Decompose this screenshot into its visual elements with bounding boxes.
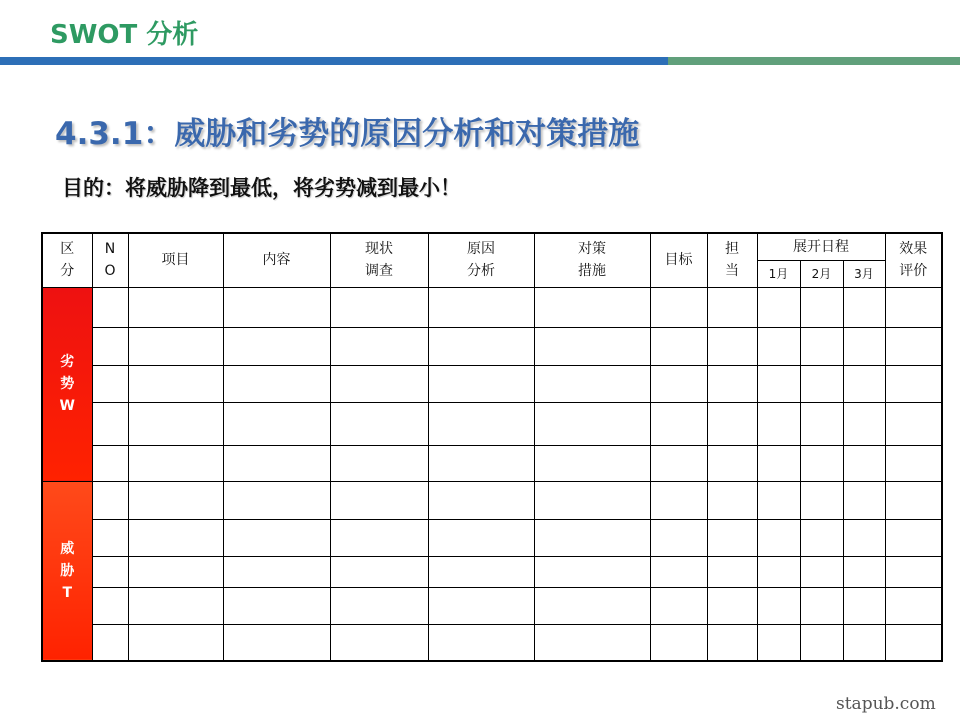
header-cause-line: 分析 [467, 263, 495, 280]
table-cell[interactable] [330, 402, 428, 445]
table-cell[interactable] [534, 402, 650, 445]
table-cell[interactable] [650, 365, 707, 402]
table-cell[interactable] [757, 287, 800, 327]
table-cell[interactable] [800, 556, 843, 587]
header-status [330, 233, 428, 287]
table-cell[interactable] [128, 556, 223, 587]
header-measure-line: 措施 [578, 263, 606, 280]
table-cell[interactable] [128, 519, 223, 556]
table-row [42, 624, 942, 661]
table-cell[interactable] [707, 556, 757, 587]
category-threat-line: T [62, 584, 73, 601]
table-cell[interactable] [757, 445, 800, 481]
table-cell[interactable] [92, 287, 128, 327]
table-cell[interactable] [885, 481, 942, 519]
table-cell[interactable] [885, 445, 942, 481]
table-cell[interactable] [650, 445, 707, 481]
header-title: SWOT 分析 [50, 20, 199, 50]
table-cell[interactable] [92, 402, 128, 445]
table-cell[interactable] [707, 519, 757, 556]
table-cell[interactable] [330, 624, 428, 661]
table-cell[interactable] [223, 587, 330, 624]
table-cell[interactable] [843, 481, 885, 519]
header-item: 项目 [128, 233, 223, 287]
table-cell[interactable] [885, 556, 942, 587]
header-owner-line: 担 [725, 241, 739, 258]
table-cell[interactable] [428, 287, 534, 327]
table-cell[interactable] [92, 587, 128, 624]
table-cell[interactable] [885, 519, 942, 556]
table-cell[interactable] [428, 519, 534, 556]
table-cell[interactable] [330, 587, 428, 624]
table-cell[interactable] [92, 556, 128, 587]
header-owner [707, 233, 757, 287]
section-title: 4.3.1：威胁和劣势的原因分析和对策措施 [55, 116, 640, 152]
header-no-line: O [104, 263, 116, 280]
table-cell[interactable] [128, 327, 223, 365]
table-cell[interactable] [92, 327, 128, 365]
table-cell[interactable] [534, 624, 650, 661]
table-cell[interactable] [428, 624, 534, 661]
table-cell[interactable] [534, 365, 650, 402]
table-cell[interactable] [650, 481, 707, 519]
table-cell[interactable] [843, 402, 885, 445]
table-cell[interactable] [843, 287, 885, 327]
table-cell[interactable] [885, 327, 942, 365]
table-cell[interactable] [885, 402, 942, 445]
table-cell[interactable] [707, 587, 757, 624]
table-cell[interactable] [330, 445, 428, 481]
table-cell[interactable] [707, 402, 757, 445]
table-cell[interactable] [428, 556, 534, 587]
header-evaluation [885, 233, 942, 287]
table-cell[interactable] [223, 287, 330, 327]
table-cell[interactable] [707, 365, 757, 402]
table-cell[interactable] [223, 519, 330, 556]
table-cell[interactable] [534, 287, 650, 327]
header-measure [534, 233, 650, 287]
table-cell[interactable] [843, 587, 885, 624]
table-cell[interactable] [330, 556, 428, 587]
header-band-green [668, 57, 960, 65]
table-cell[interactable] [223, 624, 330, 661]
table-cell[interactable] [330, 519, 428, 556]
table-cell[interactable] [885, 365, 942, 402]
table-cell[interactable] [800, 519, 843, 556]
table-cell[interactable] [330, 327, 428, 365]
header-owner-line: 当 [725, 263, 739, 280]
table-cell[interactable] [128, 624, 223, 661]
table-cell[interactable] [428, 365, 534, 402]
table-cell[interactable] [650, 587, 707, 624]
table-row [42, 556, 942, 587]
table-cell[interactable] [128, 365, 223, 402]
table-cell[interactable] [707, 624, 757, 661]
table-cell[interactable] [128, 287, 223, 327]
table-cell[interactable] [650, 519, 707, 556]
table-cell[interactable] [885, 624, 942, 661]
table-cell[interactable] [650, 287, 707, 327]
table-cell[interactable] [534, 481, 650, 519]
header-band-blue [0, 57, 668, 65]
table-cell[interactable] [800, 445, 843, 481]
table-cell[interactable] [707, 327, 757, 365]
table-cell[interactable] [757, 556, 800, 587]
table-cell[interactable] [534, 587, 650, 624]
table-cell[interactable] [428, 445, 534, 481]
table-cell[interactable] [92, 365, 128, 402]
category-weakness [42, 287, 92, 481]
table-row [42, 587, 942, 624]
table-row [42, 365, 942, 402]
table-cell[interactable] [128, 587, 223, 624]
table-cell[interactable] [650, 556, 707, 587]
header-category-line: 分 [60, 263, 75, 280]
header-cause-line: 原因 [467, 241, 495, 258]
category-threat-line: 威 [60, 540, 75, 557]
table-cell[interactable] [843, 519, 885, 556]
table-row [42, 327, 942, 365]
table-cell[interactable] [843, 365, 885, 402]
table-cell[interactable] [330, 365, 428, 402]
table-cell[interactable] [534, 519, 650, 556]
table-cell[interactable] [843, 327, 885, 365]
header-evaluation-line: 评价 [899, 263, 928, 280]
header-category-line: 区 [60, 241, 75, 258]
table-cell[interactable] [92, 445, 128, 481]
header-cause [428, 233, 534, 287]
table-cell[interactable] [800, 402, 843, 445]
table-cell[interactable] [650, 624, 707, 661]
table-cell[interactable] [757, 624, 800, 661]
table-cell[interactable] [428, 402, 534, 445]
header-month-1: 1月 [757, 260, 800, 287]
category-weakness-line: W [59, 398, 75, 414]
swot-table [41, 232, 943, 662]
table-cell[interactable] [757, 402, 800, 445]
table-row [42, 519, 942, 556]
header-status-line: 现状 [365, 241, 393, 258]
header-row [42, 233, 942, 260]
table-cell[interactable] [223, 365, 330, 402]
header-status-line: 调查 [365, 263, 393, 280]
table-cell[interactable] [223, 481, 330, 519]
table-cell[interactable] [885, 287, 942, 327]
table-cell[interactable] [757, 365, 800, 402]
purpose-text: 目的：将威胁降到最低，将劣势减到最小！ [62, 176, 461, 200]
table-cell[interactable] [330, 481, 428, 519]
table-cell[interactable] [428, 327, 534, 365]
table-cell[interactable] [330, 287, 428, 327]
table-cell[interactable] [800, 365, 843, 402]
table-cell[interactable] [843, 445, 885, 481]
table-cell[interactable] [534, 327, 650, 365]
table-cell[interactable] [92, 519, 128, 556]
category-threat-line: 胁 [60, 562, 75, 579]
table-cell[interactable] [223, 402, 330, 445]
table-cell[interactable] [800, 327, 843, 365]
table-cell[interactable] [223, 445, 330, 481]
table-cell[interactable] [800, 287, 843, 327]
header-category [42, 233, 92, 287]
table-cell[interactable] [707, 287, 757, 327]
table-cell[interactable] [534, 556, 650, 587]
table-cell[interactable] [800, 624, 843, 661]
header-evaluation-line: 效果 [899, 241, 928, 258]
table-cell[interactable] [128, 481, 223, 519]
header-month-2: 2月 [800, 260, 843, 287]
header-content: 内容 [223, 233, 330, 287]
table-cell[interactable] [223, 327, 330, 365]
category-weakness-line: 劣 [60, 354, 75, 370]
header-schedule: 展开日程 [757, 233, 885, 260]
table-cell[interactable] [650, 327, 707, 365]
header-no-line: N [104, 241, 116, 258]
table-cell[interactable] [92, 624, 128, 661]
table-cell[interactable] [843, 556, 885, 587]
table-cell[interactable] [757, 327, 800, 365]
table-cell[interactable] [650, 402, 707, 445]
table-cell[interactable] [757, 481, 800, 519]
table-row [42, 287, 942, 327]
header-measure-line: 对策 [578, 241, 606, 258]
header-no [92, 233, 128, 287]
table-cell[interactable] [92, 481, 128, 519]
table-cell[interactable] [885, 587, 942, 624]
table-cell[interactable] [757, 587, 800, 624]
table-cell[interactable] [128, 445, 223, 481]
table-cell[interactable] [428, 481, 534, 519]
table-row [42, 445, 942, 481]
table-cell[interactable] [707, 445, 757, 481]
table-cell[interactable] [800, 481, 843, 519]
table-row [42, 402, 942, 445]
header-month-3: 3月 [843, 260, 885, 287]
category-weakness-line: 势 [60, 376, 75, 392]
table-cell[interactable] [800, 587, 843, 624]
watermark: stapub.com [836, 694, 936, 714]
category-threat [42, 481, 92, 661]
table-cell[interactable] [128, 402, 223, 445]
header-target: 目标 [650, 233, 707, 287]
table-cell[interactable] [534, 445, 650, 481]
table-cell[interactable] [428, 587, 534, 624]
table-cell[interactable] [223, 556, 330, 587]
table-cell[interactable] [707, 481, 757, 519]
table-cell[interactable] [757, 519, 800, 556]
table-cell[interactable] [843, 624, 885, 661]
table-row [42, 481, 942, 519]
